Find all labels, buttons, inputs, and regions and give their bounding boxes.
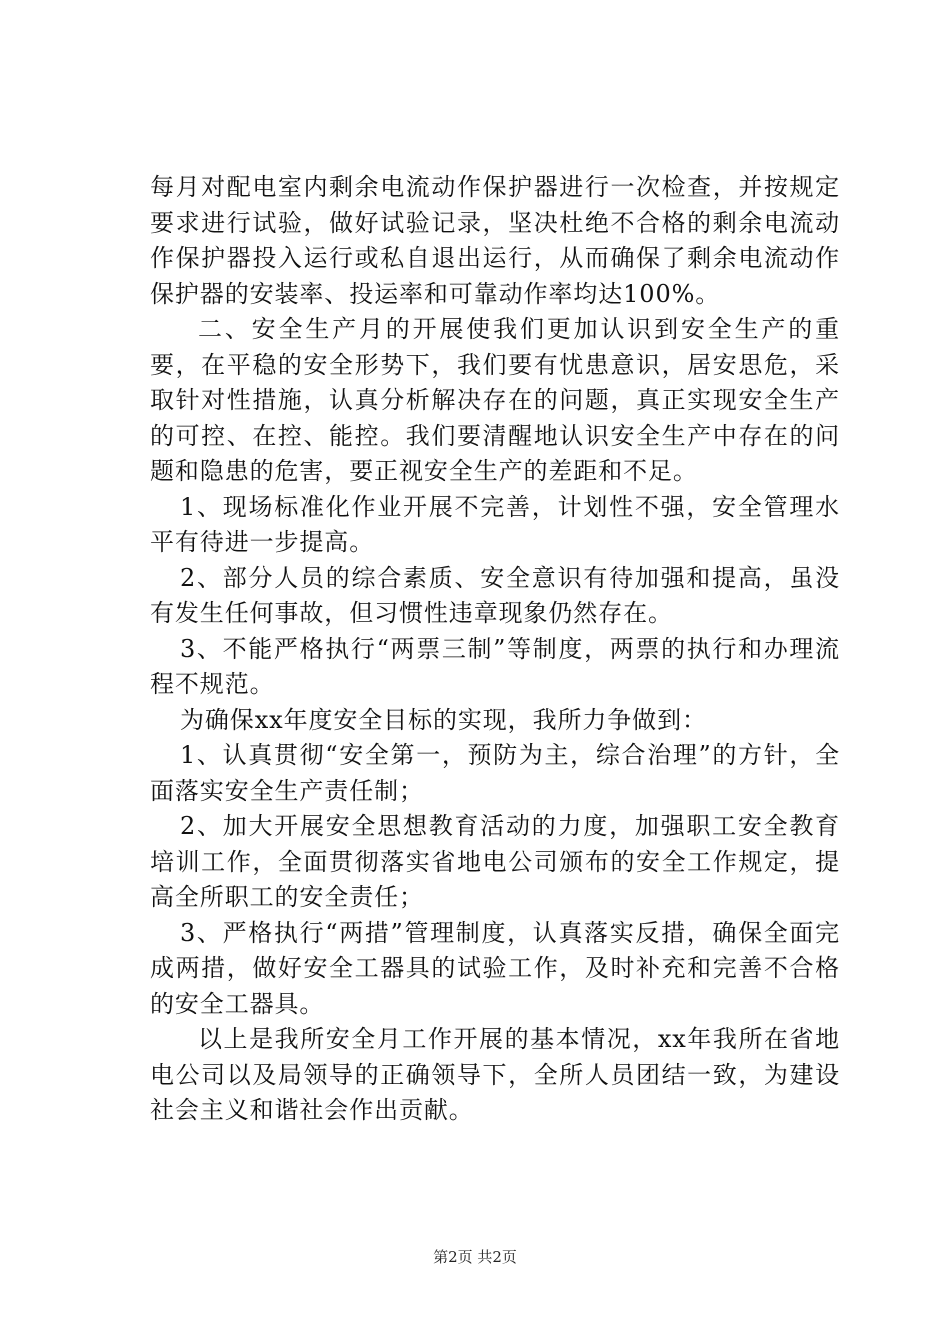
- page-number-footer: 第2页 共2页: [433, 1248, 517, 1266]
- paragraph-goal-3: 3、严格执行“两措”管理制度，认真落实反措，确保全面完成两措，做好安全工器具的试验工作，及时补充和完善不合格的安全工器具。: [150, 918, 840, 1018]
- paragraph-goals-intro: 为确保xx年度安全目标的实现，我所力争做到：: [180, 705, 707, 734]
- paragraph-continued-inspection: 每月对配电室内剩余电流动作保护器进行一次检查，并按规定要求进行试验，做好试验记录，坚决杜绝不合格的剩余电流动作保护器投入运行或私自退出运行，从而确保了剩余电流动作保护器的安装率、投运率和可靠动作率均达100%。: [150, 173, 840, 308]
- document-body: [150, 170, 840, 1129]
- paragraph-issue-1: 1、现场标准化作业开展不完善，计划性不强，安全管理水平有待进一步提高。: [150, 492, 840, 556]
- paragraph-goal-1: 1、认真贯彻“安全第一，预防为主，综合治理”的方针，全面落实安全生产责任制；: [150, 741, 840, 805]
- paragraph-safety-month-summary: 二、安全生产月的开展使我们更加认识到安全生产的重要，在平稳的安全形势下，我们要有忧患意识，居安思危，采取针对性措施，认真分析解决存在的问题，真正实现安全生产的可控、在控、能控。我们要清醒地认识安全生产中存在的问题和隐患的危害，要正视安全生产的差距和不足。: [150, 315, 840, 485]
- paragraph-conclusion: 以上是我所安全月工作开展的基本情况，xx年我所在省地电公司以及局领导的正确领导下，全所人员团结一致，为建设社会主义和谐社会作出贡献。: [150, 1025, 840, 1124]
- paragraph-issue-3: 3、不能严格执行“两票三制”等制度，两票的执行和办理流程不规范。: [150, 634, 840, 698]
- paragraph-issue-2: 2、部分人员的综合素质、安全意识有待加强和提高，虽没有发生任何事故，但习惯性违章现象仍然存在。: [150, 563, 840, 627]
- paragraph-goal-2: 2、加大开展安全思想教育活动的力度，加强职工安全教育培训工作，全面贯彻落实省地电公司颁布的安全工作规定，提高全所职工的安全责任；: [150, 812, 840, 911]
